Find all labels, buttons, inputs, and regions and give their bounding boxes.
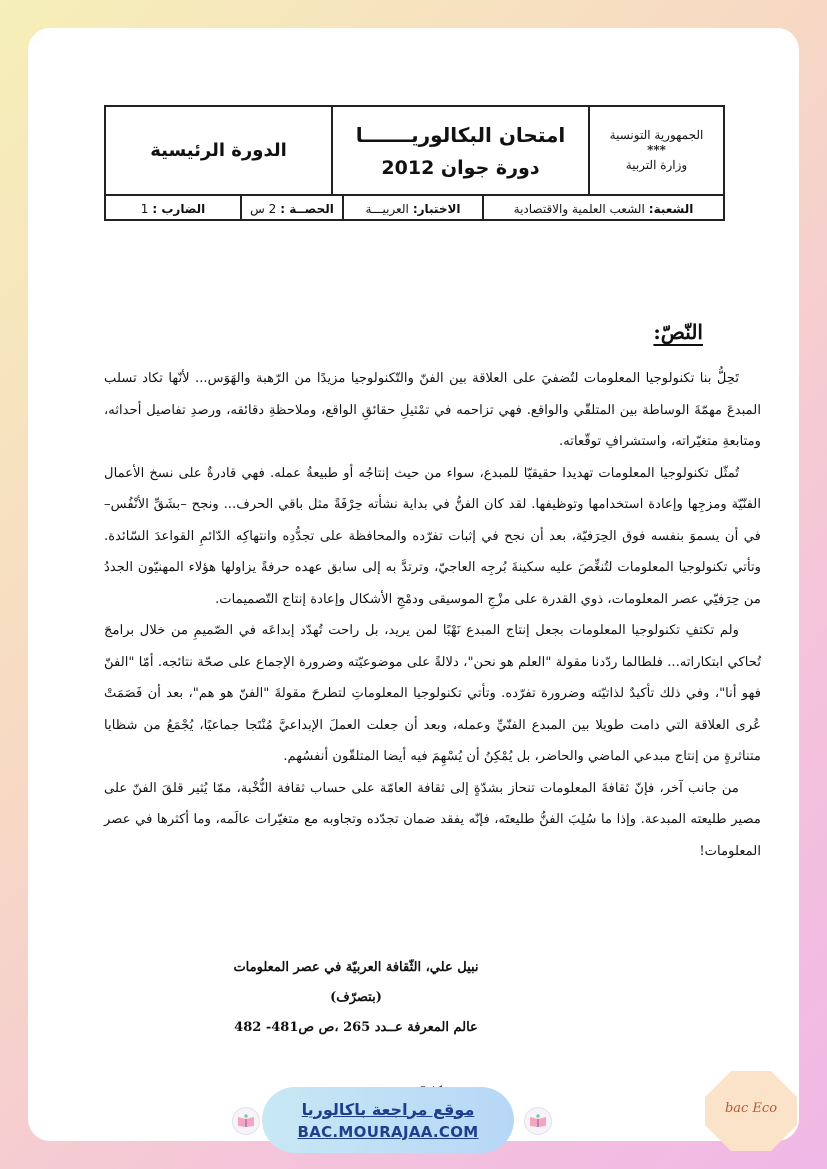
branch-cell [482,196,723,221]
source-citation [178,953,534,1043]
site-name-arabic[interactable]: موقع مراجعة باكالوريا [301,1099,475,1119]
exam-title: امتحان البكالوريـــــــا [355,122,566,147]
session-cell [106,107,331,194]
coefficient-cell [106,196,240,221]
exam-title-cell [331,107,588,194]
republic-name: الجمهورية التونسية [609,128,704,142]
duration-value: 2 س [250,201,277,216]
subject-value: العربيـــة [365,201,409,216]
source-author: نبيل علي، الثّقافة العربيّة في عصر المعلومات [233,960,479,975]
paragraph: تُمثّل تكنولوجيا المعلومات تهديدا حقيقيّا للمبدع، سواء من حيث إنتاجُه أو طبيعةُ عمله. فهي قادرةٌ على نسخ الأعمال الفنّيّة ومزجِها وإعادة استخدامها وتوظيفها. لقد كان الفنُّ في بداية نشأته حِرْفَةً مثل باقي الحرف... ونجح –بشَقِّ الأنْفُس– في أن يسموَ بنفسه فوق الحِرَفيّة، بعد أن نجح في إثبات تفرّده والمحافظة على تجدُّدِه وانتهاكِه الدّائمِ القواعدَ السّائدة. وتأتي تكنولوجيا المعلومات لتُنغِّصَ عليه سكينةَ بُرجِه العاجيّ، وترتدَّ به إلى سابق عهده حرفةً يزاولها هؤلاء المهنيّون الجددُ من حِرَفيّي عصر المعلومات، ذوي القدرة على مزْجِ الموسيقى ودمْجِ الأشكال وإعادة إنتاج التّصميمات. [104,465,761,607]
passage-body [104,363,761,867]
stars-divider: *** [647,143,666,157]
header-info-row [106,194,723,221]
duration-cell [240,196,342,221]
text-heading: النّصّ: [653,320,703,344]
duration-label: الحصــة : [280,201,334,216]
source-note: (بتصرّف) [330,990,382,1005]
branch-value: الشعب العلمية والاقتصادية [513,201,645,216]
badge-text: bac Eco [724,1101,778,1116]
coefficient-value: 1 [140,201,149,216]
site-url[interactable]: BAC.MOURAJAA.COM [297,1122,479,1141]
book-logo-icon [524,1107,552,1135]
session-title: الدورة الرئيسية [150,140,287,161]
ministry-cell [588,107,723,194]
coefficient-label: الضارب : [152,201,206,216]
bac-eco-badge [703,1069,799,1153]
header-top-row [106,107,723,194]
exam-page [28,28,799,1141]
paragraph: تَحِلُّ بنا تكنولوجيا المعلومات لتُضفيَ على العلاقة بين الفنّ والتّكنولوجيا مزيدًا من الرّهبة والهَوَس... لأنّها تكاد تسلب المبدعَ مهمّةَ الوساطة بين المتلقّي والواقع. فهي تزاحمه في تمْثيلِ حقائقِ الواقع، وملاحظةِ دقائقه، ورصدِ تفاصيل أحداثه، ومتابعةِ متغيّراته، واستشرافِ توقّعاته. [104,371,761,449]
ministry-name: وزارة التربية [625,158,688,172]
paragraph: من جانب آخر، فإنّ ثقافةَ المعلومات تنحاز بشدّةٍ إلى ثقافة العامّة على حساب ثقافة النُّخْبة، ممّا يُثير قلقَ الفنّ على مصير طليعته المبدعة. وإذا ما سُلِبَ الفنُّ طليعتَه، فإنّه يفقد ضمان تجدّده وتجاوبه مع متغيّرات عالَمه، وما أكثرها في عصر المعلومات! [104,780,761,859]
branch-label: الشعبة: [648,201,694,216]
book-logo-icon [232,1107,260,1135]
site-banner-link[interactable] [262,1087,514,1153]
exam-date: دورة جوان 2012 [381,156,540,179]
source-reference: عالم المعرفة عــدد 265 ،ص ص481- 482 [234,1020,478,1035]
exam-header-table [104,105,725,221]
subject-label: الاختبار: [412,201,461,216]
subject-cell [342,196,482,221]
paragraph: ولم تكتفِ تكنولوجيا المعلومات بجعل إنتاج المبدع نَهْبًا لمن يريد، بل راحت تُهدّد إبداعَه في الصّميمِ من خلال برامجَ تُحاكي ابتكاراته... فلطالما ردّدنا مقولة "العلم هو نحن"، دلالةً على موضوعيّته وضرورة الإجماع على صحّة نتائجه. أمّا "الفنّ فهو أنا"، وفي ذلك تأكيدٌ لذاتيّته وضرورة تفرّده. وتأتي تكنولوجيا المعلوماتِ لتطرحَ مقولةَ "الفنّ هو هم"، بعد أن فَصَمَتْ عُرى العلاقة التي دامت طويلا بين المبدع الفنّيِّ وعمله، وبعد أن جعلت العملَ الإبداعيَّ مُنْتَجا جماعيًا، يُجْمَعُ من شظايا متناثرةٍ من إنتاج مبدعي الماضي والحاضر، بل يُمْكِنُ أن يُسْهِمَ فيه أيضا المتلقّون أنفسُهم. [104,623,761,764]
